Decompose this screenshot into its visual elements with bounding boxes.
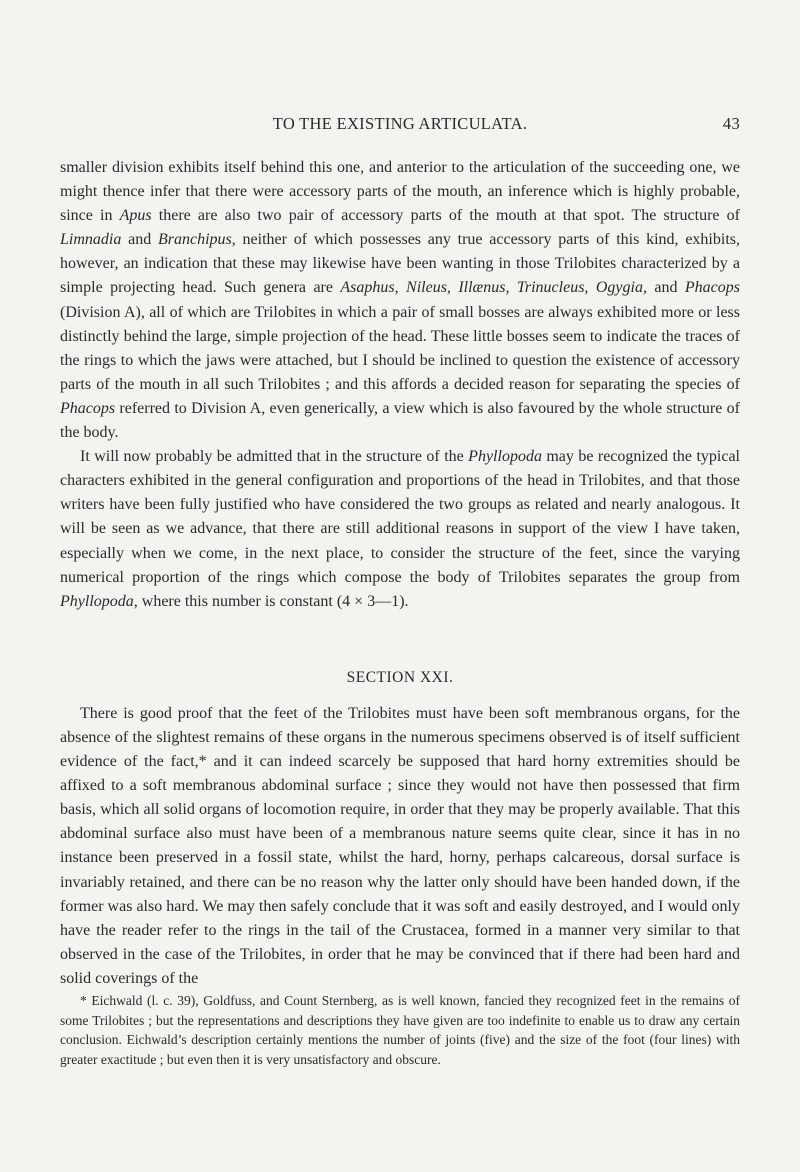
italic-term: Branchipus: [157, 231, 232, 249]
text-run: (Division A), all of which are Trilobites in which a pair of small bosses are always exhibited more or less distinctly behind the large, simple projection of the head. These little bosses seem to indicate the traces of the rings to which the jaws were attached, but I should be inclined to question the existence of accessory parts of the mouth in all such Trilobites ; and this affords a decided reason for separating the species of: [60, 303, 740, 393]
text-run: smaller division exhibits itself behind this one, and anterior to the articulation of the succeeding one, we might thence infer that there were accessory parts of the mouth, an inference which is highly probable, since in: [60, 159, 740, 225]
italic-term: Asaphus, Nileus, Illænus, Trinucleus, Ogygia,: [340, 279, 647, 297]
italic-term: Phyllopoda: [468, 448, 542, 466]
paragraph-2: [60, 445, 740, 614]
italic-term: Phyllopoda,: [60, 592, 138, 610]
italic-term: Phacops: [60, 399, 116, 417]
paragraph-1: [60, 156, 740, 445]
text-run: It will now probably be admitted that in the structure of the: [80, 448, 469, 466]
text-run: and: [646, 279, 685, 297]
text-run: , neither of which possesses any true accessory parts of this kind, exhibits, however, an indication that these may likewise have been wanting in those Trilobites characterized by a simple projecting head. Such genera are: [60, 231, 740, 297]
running-header: [60, 114, 740, 138]
italic-term: Phacops: [684, 279, 740, 297]
text-run: where this number is constant (4 × 3—1).: [137, 592, 409, 610]
body-text: [60, 156, 740, 1069]
section-heading: SECTION XXI.: [346, 668, 454, 686]
paragraph-3: There is good proof that the feet of the Trilobites must have been soft membranous organs, for the absence of the slightest remains of these organs in the numerous specimens observed is of itself sufficient evidence of the fact,* and it can indeed scarcely be supposed that hard horny extremities should be affixed to a soft membranous abdominal surface ; since they would not have then possessed that firm basis, which all solid organs of locomotion require, in order that they may be properly available. That this abdominal surface also must have been of a membranous nature seems quite clear, since it has in no instance been preserved in a fossil state, whilst the hard, horny, perhaps calcareous, dorsal surface is invariably retained, and there can be no reason why the latter only should have been handed down, if the former was also hard. We may then safely conclude that it was soft and easily destroyed, and I would only have the reader refer to the rings in the tail of the Crustacea, formed in a manner very similar to that observed in the case of the Trilobites, in order that he may be convinced that if there had been hard and solid coverings of the: [60, 704, 740, 987]
italic-term: Apus: [119, 207, 152, 225]
text-run: there are also two pair of accessory parts of the mouth at that spot. The structure of: [151, 207, 740, 225]
text-run: may be recognized the typical characters exhibited in the general configuration and proportions of the head in Trilobites, and that those writers have been fully justified who have considered the two groups as related and nearly analogous. It will be seen as we advance, that there are still additional reasons in support of the view I have taken, especially when we come, in the next place, to consider the structure of the feet, since the varying numerical proportion of the rings which compose the body of Trilobites separates the group from: [60, 448, 740, 586]
running-title: TO THE EXISTING ARTICULATA.: [272, 114, 528, 133]
page-number: 43: [722, 114, 740, 133]
text-run: and: [121, 231, 158, 249]
italic-term: Limnadia: [60, 231, 122, 249]
text-run: referred to Division A, even generically, a view which is also favoured by the whole structure of the body.: [60, 399, 740, 442]
spacer: [60, 614, 740, 666]
footnote: * Eichwald (l. c. 39), Goldfuss, and Count Sternberg, as is well known, fancied they recognized feet in the remains of some Trilobites ; but the representations and descriptions they have given are too indefinite to enable us to draw any certain conclusion. Eichwald’s description certainly mentions the number of joints (five) and the size of the foot (four lines) with greater exactitude ; but even then it is very unsatisfactory and obscure.: [60, 993, 740, 1067]
spacer: [60, 690, 740, 702]
